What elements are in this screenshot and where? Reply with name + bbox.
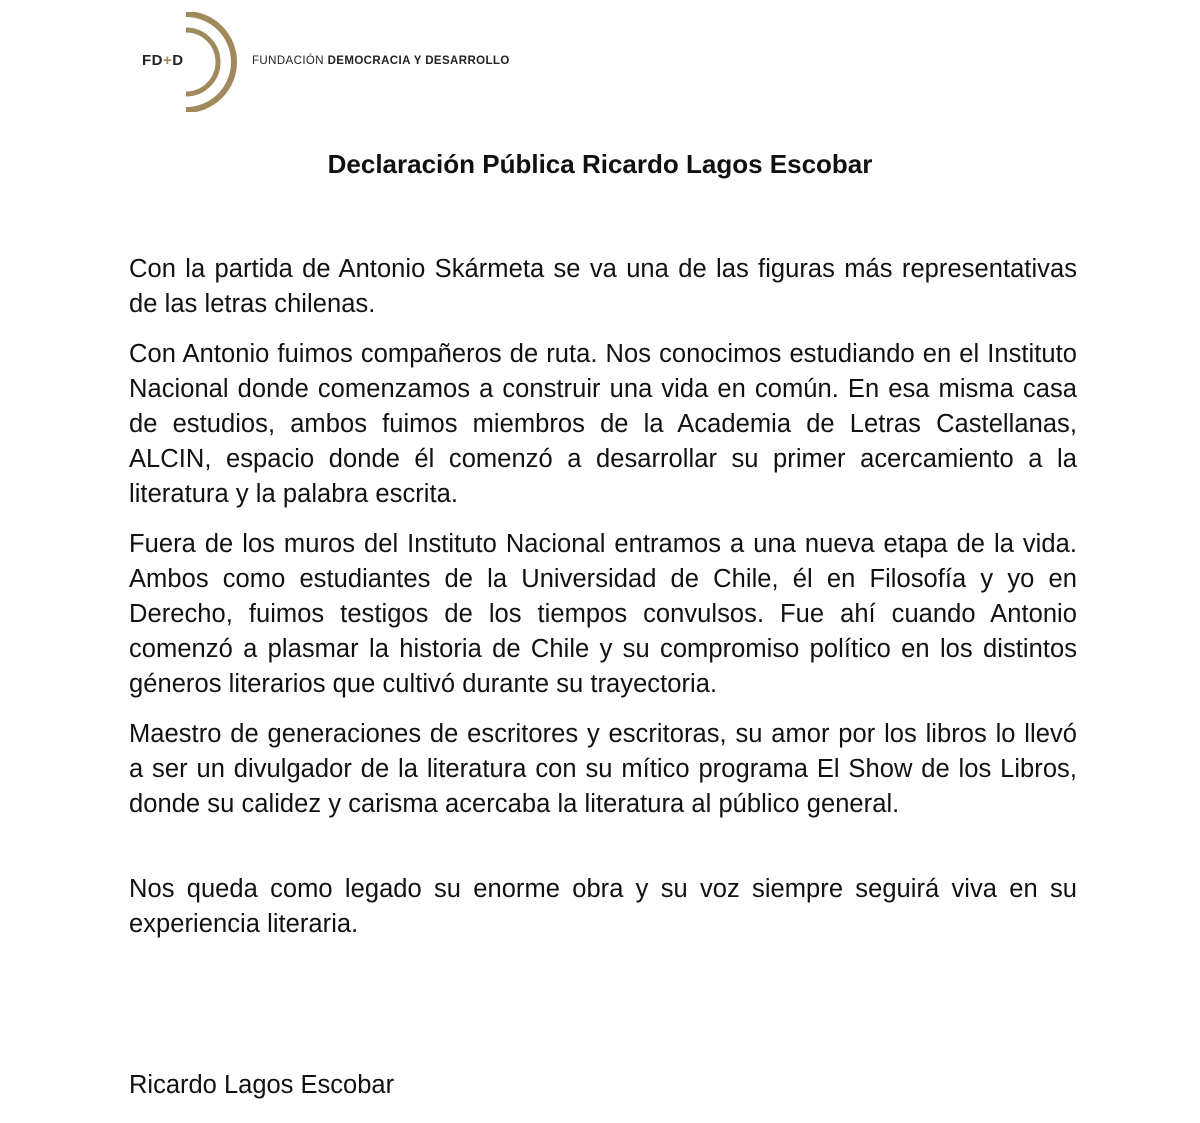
paragraph: Con la partida de Antonio Skármeta se va una de las figuras más representativas de las letras chilenas. bbox=[129, 255, 1077, 318]
org-name-bold: DEMOCRACIA Y DESARROLLO bbox=[327, 55, 510, 67]
letterhead bbox=[140, 12, 560, 112]
paragraph: Nos queda como legado su enorme obra y su voz siempre seguirá viva en su experiencia literaria. bbox=[129, 875, 1077, 938]
paragraph: Maestro de generaciones de escritores y escritoras, su amor por los libros lo llevó a ser un divulgador de la literatura con su mítico programa El Show de los Libros, donde su calidez y carisma acercaba la literatura al público general. bbox=[129, 720, 1077, 818]
organization-name bbox=[252, 53, 510, 69]
document-body bbox=[129, 252, 1077, 957]
paragraph: Con Antonio fuimos compañeros de ruta. Nos conocimos estudiando en el Instituto Nacional donde comenzamos a construir una vida en común. En esa misma casa de estudios, ambos fuimos miembros de la Academia de Letras Castellanas, ALCIN, espacio donde él comenzó a desarrollar su primer acercamiento a la literatura y la palabra escrita. bbox=[129, 340, 1077, 508]
signature: Ricardo Lagos Escobar bbox=[129, 1071, 395, 1099]
paragraph: Fuera de los muros del Instituto Nacional entramos a una nueva etapa de la vida. Ambos como estudiantes de la Universidad de Chile, él en Filosofía y yo en Derecho, fuimos testigos de los tiempos convulsos. Fue ahí cuando Antonio comenzó a plasmar la historia de Chile y su compromiso político en los distintos géneros literarios que cultivó durante su trayectoria. bbox=[129, 530, 1077, 698]
logo-initials: FD+D bbox=[142, 52, 184, 69]
document-title: Declaración Pública Ricardo Lagos Escobar bbox=[327, 149, 873, 179]
org-name-regular: FUNDACIÓN bbox=[252, 55, 328, 67]
